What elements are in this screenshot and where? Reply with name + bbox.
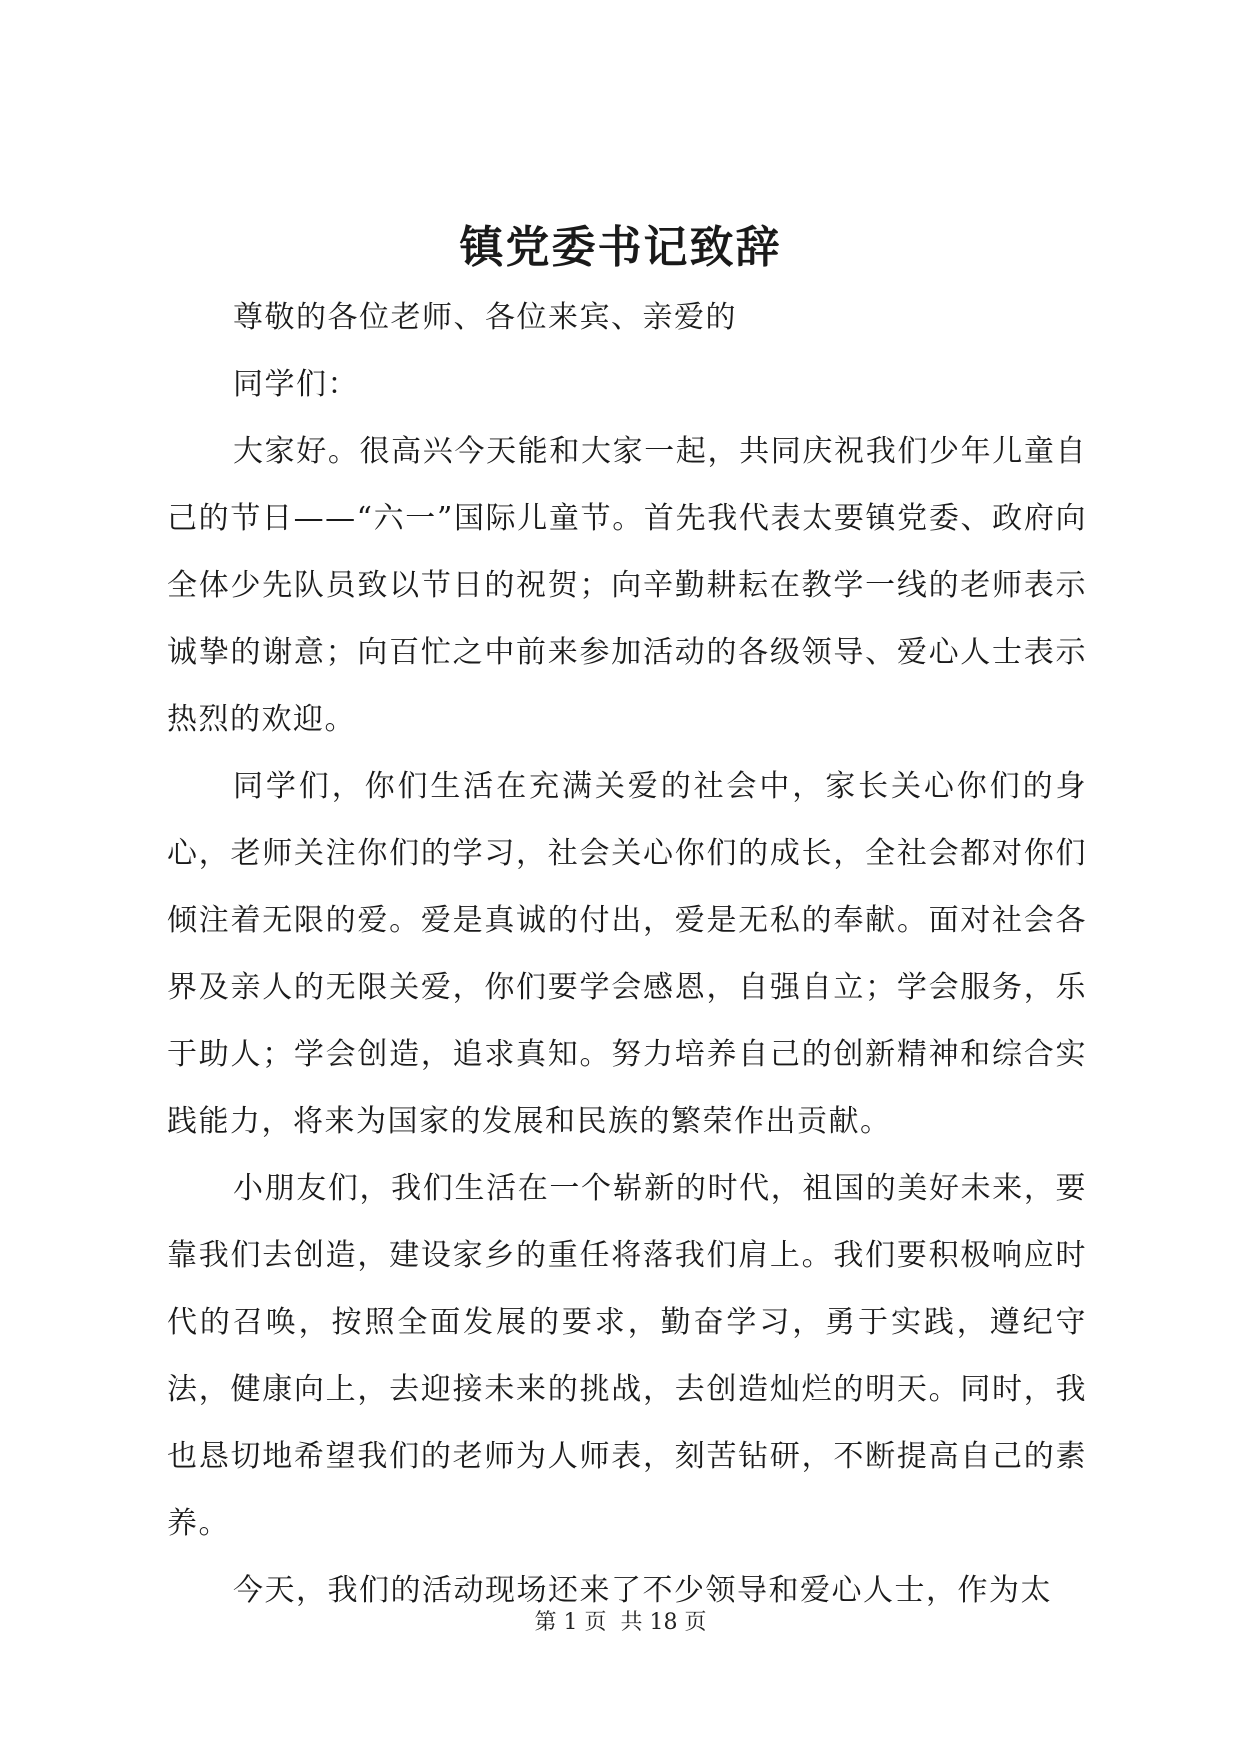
page-title: 镇党委书记致辞 [459, 222, 782, 273]
page-footer [0, 1608, 1241, 1638]
paragraph-children: 小朋友们，我们生活在一个崭新的时代，祖国的美好未来，要靠我们去创造，建设家乡的重任将落我们肩上。我们要积极响应时代的召唤，按照全面发展的要求，勤奋学习，勇于实践，遵纪守法，健康向上，去迎接未来的挑战，去创造灿烂的明天。同时，我也恳切地希望我们的老师为人师表，刻苦钻研，不断提高自己的素养。 [167, 1171, 1087, 1541]
paragraph-greeting: 大家好。很高兴今天能和大家一起，共同庆祝我们少年儿童自己的节日——“六一”国际儿童节。首先我代表太要镇党委、政府向全体少先队员致以节日的祝贺；向辛勤耕耘在教学一线的老师表示诚挚的谢意；向百忙之中前来参加活动的各级领导、爱心人士表示热烈的欢迎。 [167, 434, 1087, 737]
page-number: 第 1 页 共 18 页 [534, 1610, 707, 1635]
document-body [167, 284, 1087, 1624]
paragraph-salutation: 尊敬的各位老师、各位来宾、亲爱的 [233, 300, 737, 335]
paragraph-salutation-cont: 同学们： [233, 367, 359, 402]
paragraph-students: 同学们，你们生活在充满关爱的社会中，家长关心你们的身心，老师关注你们的学习，社会关心你们的成长，全社会都对你们倾注着无限的爱。爱是真诚的付出，爱是无私的奉献。面对社会各界及亲人的无限关爱，你们要学会感恩，自强自立；学会服务，乐于助人；学会创造，追求真知。努力培养自己的创新精神和综合实践能力，将来为国家的发展和民族的繁荣作出贡献。 [167, 769, 1087, 1139]
paragraph-guests: 今天，我们的活动现场还来了不少领导和爱心人士，作为太 [233, 1573, 1052, 1608]
